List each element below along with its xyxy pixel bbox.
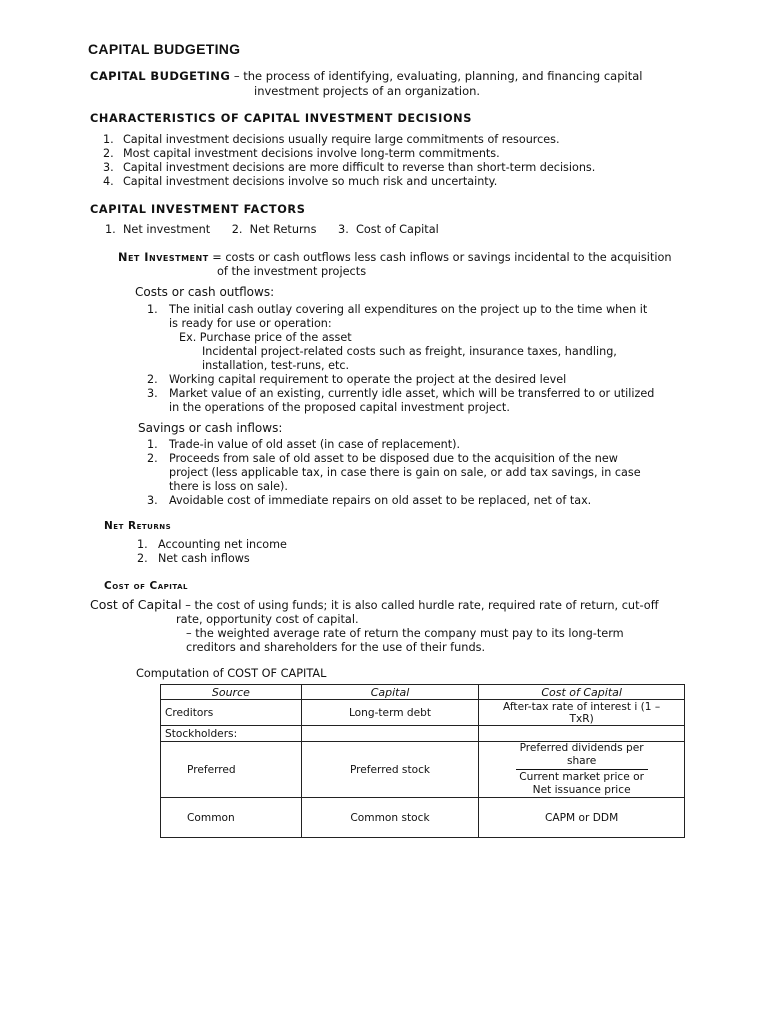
list-item: 1. Accounting net income [137, 538, 287, 551]
list-item: 1. Capital investment decisions usually require large commitments of resources. [103, 133, 560, 146]
list-item: 2. Most capital investment decisions involve long-term commitments. [103, 147, 500, 160]
cost-of-capital-table [160, 684, 685, 838]
definition-line-2: investment projects of an organization. [254, 83, 481, 98]
net-investment-line-2: of the investment projects [217, 265, 367, 278]
header-source: Source [161, 685, 302, 700]
definition-term: CAPITAL BUDGETING [90, 69, 231, 83]
list-item: 1. The initial cash outlay covering all expenditures on the project up to the time when it is ready for use or operation: Ex. Purchase price of the asset Incidental project-related costs such as freight, insurance taxes, handling, installation, test-runs, etc. [147, 303, 687, 373]
factors-line: 1. Net investment 2. Net Returns 3. Cost of Capital [105, 223, 439, 236]
definition-paragraph [90, 69, 676, 98]
factors-heading: CAPITAL INVESTMENT FACTORS [90, 203, 306, 216]
table-row: Preferred Preferred stock Preferred dividends per share Current market price or Net issuance price [161, 742, 685, 798]
example-line-3: installation, test-runs, etc. [202, 359, 350, 372]
net-returns-label: Net Returns [104, 520, 172, 532]
outflows-list [147, 303, 687, 415]
cost-of-capital-heading [101, 580, 188, 592]
list-item: 3. Capital investment decisions are more difficult to reverse than short-term decisions. [103, 161, 596, 174]
list-item: 1. Trade-in value of old asset (in case of replacement). [147, 438, 461, 451]
cost-of-capital-term: Cost of Capital [90, 597, 182, 612]
example-line-1: Ex. Purchase price of the asset [179, 331, 352, 344]
example-line-2: Incidental project-related costs such as freight, insurance taxes, handling, [202, 345, 617, 358]
list-item: 3. Avoidable cost of immediate repairs on old asset to be replaced, net of tax. [147, 494, 592, 507]
definition-line-1: – the process of identifying, evaluating, planning, and financing capital [230, 69, 643, 83]
computation-title: Computation of COST OF CAPITAL [136, 667, 327, 680]
list-item: 4. Capital investment decisions involve so much risk and uncertainty. [103, 175, 498, 188]
header-capital: Capital [301, 685, 479, 700]
net-investment-definition [118, 251, 678, 279]
table-row: Common Common stock CAPM or DDM [161, 798, 685, 838]
table-header-row [161, 685, 685, 700]
inflows-list [147, 438, 677, 508]
outflows-heading: Costs or cash outflows: [135, 285, 275, 299]
list-item: 2. Working capital requirement to operate the project at the desired level [147, 373, 567, 386]
net-returns-list [137, 538, 437, 566]
table-row: Stockholders: [161, 726, 685, 742]
table-row: Creditors Long-term debt After-tax rate of interest i (1 – TxR) [161, 700, 685, 726]
characteristics-heading: CHARACTERISTICS OF CAPITAL INVESTMENT DECISIONS [90, 112, 472, 125]
net-returns-heading [101, 520, 171, 532]
inflows-heading: Savings or cash inflows: [138, 421, 283, 435]
net-investment-line-1: = costs or cash outflows less cash inflows or savings incidental to the acquisition [208, 251, 672, 264]
fraction-bar [516, 769, 648, 770]
list-item: 3. Market value of an existing, currently idle asset, which will be transferred to or utilized in the operations of the proposed capital investment project. [147, 387, 655, 414]
page-title: CAPITAL BUDGETING [88, 41, 241, 57]
fraction: Preferred dividends per share Current market price or Net issuance price [479, 742, 685, 798]
header-cost-of-capital: Cost of Capital [479, 685, 685, 700]
list-item: 2. Net cash inflows [137, 552, 250, 565]
cost-of-capital-definition: Cost of Capital – the cost of using funds; it is also called hurdle rate, required rate of return, cut-off rate, opportunity cost of capital. – the weighted average rate of return the company must pay to its long-term creditors and shareholders for the use of their funds. [90, 597, 659, 654]
cost-of-capital-label: Cost of Capital [104, 580, 188, 592]
list-item: 2. Proceeds from sale of old asset to be disposed due to the acquisition of the new project (less applicable tax, in case there is gain on sale, or add tax savings, in case there is loss on sale). [147, 452, 641, 493]
characteristics-list [103, 133, 703, 189]
net-investment-label: Net Investment [118, 251, 209, 264]
